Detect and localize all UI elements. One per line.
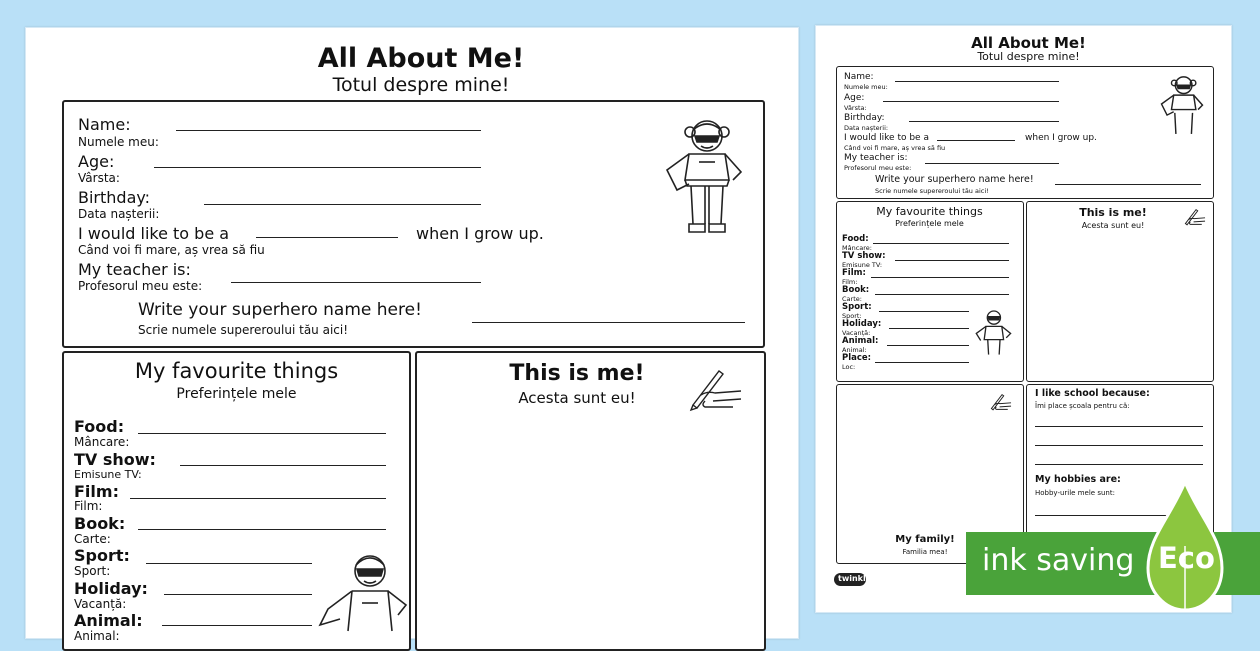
sport-sub-label: Sport: <box>74 564 111 578</box>
eco-text: Eco <box>1158 541 1215 575</box>
small-superhero-girl-icon <box>1157 73 1207 145</box>
small-superhero-sub-label: Scrie numele supereroului tău aici! <box>875 187 989 195</box>
small-page-title: All About Me! <box>971 34 1086 52</box>
superhero-girl-icon <box>659 114 749 244</box>
animal-sub-label: Animal: <box>74 629 120 643</box>
small-name-line[interactable] <box>895 81 1059 82</box>
school-subtitle: Îmi place școala pentru că: <box>1035 402 1130 410</box>
animal-label: Animal: <box>74 611 143 630</box>
small-sport-sub-label: Sport: <box>842 312 862 320</box>
superhero-boy-icon <box>314 551 414 631</box>
small-place-label: Place: <box>842 353 872 363</box>
small-sport-label: Sport: <box>842 302 872 312</box>
small-career-line[interactable] <box>937 140 1015 141</box>
small-superhero-line[interactable] <box>1055 184 1201 185</box>
holiday-sub-label: Vacanță: <box>74 597 127 611</box>
small-animal-line[interactable] <box>887 345 969 346</box>
family-pencil-hand-icon <box>987 393 1013 411</box>
small-place-sub-label: Loc: <box>842 363 856 371</box>
page-title: All About Me! <box>317 43 525 74</box>
small-favourite-title: My favourite things <box>876 205 983 218</box>
small-favourite-subtitle: Preferințele mele <box>895 219 964 228</box>
tv-label: TV show: <box>74 450 156 469</box>
food-label: Food: <box>74 417 125 436</box>
animal-line[interactable] <box>162 625 312 626</box>
this-is-me-subtitle: Acesta sunt eu! <box>518 389 636 407</box>
small-age-line[interactable] <box>883 101 1059 102</box>
birthday-line[interactable] <box>204 204 481 205</box>
small-food-sub-label: Mâncare: <box>842 244 872 252</box>
small-film-label: Film: <box>842 268 866 278</box>
school-title: I like school because: <box>1035 388 1150 399</box>
small-age-label: Age: <box>844 93 865 103</box>
worksheet-page-large <box>25 27 799 643</box>
book-label: Book: <box>74 514 126 533</box>
hobbies-title: My hobbies are: <box>1035 474 1121 485</box>
small-career-label: I would like to be a <box>844 133 929 143</box>
small-favourite-box <box>836 201 1024 382</box>
small-animal-sub-label: Animal: <box>842 346 867 354</box>
small-film-line[interactable] <box>871 277 1009 278</box>
small-superhero-label: Write your superhero name here! <box>875 174 1034 185</box>
twinkl-logo <box>834 573 866 586</box>
small-career-after-label: when I grow up. <box>1025 133 1097 143</box>
food-line[interactable] <box>138 433 386 434</box>
small-this-is-me-box <box>1026 201 1214 382</box>
favourite-things-box <box>62 351 411 651</box>
school-line-2[interactable] <box>1035 445 1203 446</box>
film-label: Film: <box>74 482 119 501</box>
career-after-label: when I grow up. <box>416 224 544 243</box>
food-sub-label: Mâncare: <box>74 435 130 449</box>
family-title: My family! <box>895 534 955 545</box>
small-birthday-line[interactable] <box>909 121 1059 122</box>
hobbies-subtitle: Hobby-urile mele sunt: <box>1035 489 1115 497</box>
small-animal-label: Animal: <box>842 336 879 346</box>
small-sport-line[interactable] <box>879 311 969 312</box>
sport-label: Sport: <box>74 546 130 565</box>
teacher-sub-label: Profesorul meu este: <box>78 279 203 293</box>
small-holiday-sub-label: Vacanță: <box>842 329 871 337</box>
page-subtitle: Totul despre mine! <box>332 74 510 96</box>
superhero-label: Write your superhero name here! <box>138 300 422 320</box>
small-book-label: Book: <box>842 285 870 295</box>
holiday-label: Holiday: <box>74 579 148 598</box>
this-is-me-box <box>415 351 766 651</box>
small-holiday-line[interactable] <box>889 328 969 329</box>
small-book-sub-label: Carte: <box>842 295 862 303</box>
age-label: Age: <box>78 152 115 171</box>
small-birthday-label: Birthday: <box>844 113 885 123</box>
book-line[interactable] <box>138 529 386 530</box>
name-label: Name: <box>78 115 131 134</box>
tv-sub-label: Emisune TV: <box>74 468 142 481</box>
small-name-label: Name: <box>844 72 874 82</box>
sport-line[interactable] <box>146 563 312 564</box>
superhero-sub-label: Scrie numele supereroului tău aici! <box>138 323 349 337</box>
small-pencil-hand-icon <box>1181 208 1207 226</box>
birthday-label: Birthday: <box>78 188 151 207</box>
small-film-sub-label: Film: <box>842 278 858 286</box>
small-teacher-line[interactable] <box>925 163 1059 164</box>
small-tv-label: TV show: <box>842 251 886 261</box>
small-tv-sub-label: Emisune TV: <box>842 261 883 269</box>
small-tv-line[interactable] <box>895 260 1009 261</box>
film-line[interactable] <box>130 498 386 499</box>
career-sub-label: Când voi fi mare, aș vrea să fiu <box>78 243 265 257</box>
name-line[interactable] <box>176 130 481 131</box>
small-holiday-label: Holiday: <box>842 319 882 329</box>
small-this-is-me-title: This is me! <box>1079 206 1147 219</box>
small-food-line[interactable] <box>873 243 1009 244</box>
age-line[interactable] <box>154 167 481 168</box>
school-line-1[interactable] <box>1035 426 1203 427</box>
career-line[interactable] <box>256 237 398 238</box>
book-sub-label: Carte: <box>74 532 111 546</box>
small-page-subtitle: Totul despre mine! <box>977 50 1080 63</box>
small-teacher-sub-label: Profesorul meu este: <box>844 164 912 172</box>
teacher-line[interactable] <box>231 282 481 283</box>
favourite-title: My favourite things <box>134 359 339 383</box>
ink-saving-text: ink saving <box>982 543 1135 578</box>
small-place-line[interactable] <box>875 362 969 363</box>
tv-line[interactable] <box>180 465 386 466</box>
small-details-box <box>836 66 1214 199</box>
birthday-sub-label: Data nașterii: <box>78 207 160 221</box>
age-sub-label: Vârsta: <box>78 171 120 185</box>
name-sub-label: Numele meu: <box>78 135 159 149</box>
family-subtitle: Familia mea! <box>902 548 948 556</box>
small-this-is-me-subtitle: Acesta sunt eu! <box>1081 221 1145 230</box>
twinkl-logo-text: twinkl <box>838 574 866 583</box>
this-is-me-title: This is me! <box>509 361 645 386</box>
small-teacher-label: My teacher is: <box>844 153 908 163</box>
superhero-line[interactable] <box>472 322 745 323</box>
small-name-sub-label: Numele meu: <box>844 83 888 91</box>
career-label: I would like to be a <box>78 224 230 243</box>
holiday-line[interactable] <box>164 594 312 595</box>
small-career-sub-label: Când voi fi mare, aș vrea să fiu <box>844 144 946 152</box>
small-age-sub-label: Vârsta: <box>844 104 867 112</box>
favourite-subtitle: Preferințele mele <box>176 386 297 402</box>
pencil-hand-icon <box>683 367 745 411</box>
film-sub-label: Film: <box>74 499 103 513</box>
school-line-3[interactable] <box>1035 464 1203 465</box>
small-superhero-boy-icon <box>971 308 1015 358</box>
small-food-label: Food: <box>842 234 869 244</box>
teacher-label: My teacher is: <box>78 260 191 279</box>
details-box <box>62 100 765 348</box>
small-book-line[interactable] <box>875 294 1009 295</box>
small-birthday-sub-label: Data nașterii: <box>844 124 889 132</box>
